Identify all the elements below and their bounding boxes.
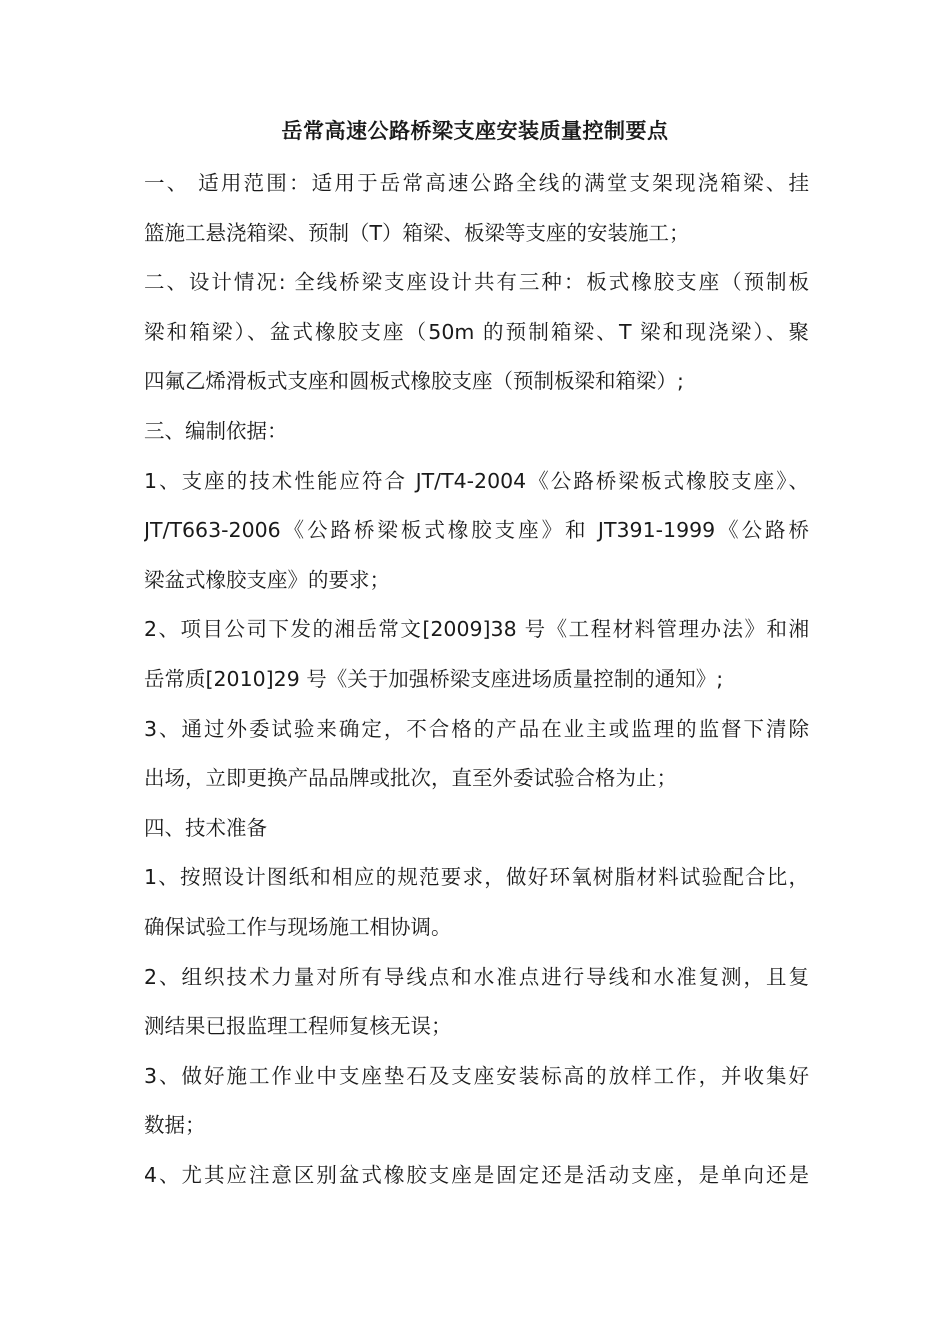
paragraph-line: 二、设计情况: 全线桥梁支座设计共有三种：板式橡胶支座（预制板: [144, 270, 809, 295]
paragraph-line: 篮施工悬浇箱梁、预制（T）箱梁、板梁等支座的安装施工；: [144, 220, 690, 245]
paragraph-line: 梁和箱梁）、盆式橡胶支座（50m 的预制箱梁、T 梁和现浇梁）、聚: [144, 319, 809, 344]
paragraph-line: 2、项目公司下发的湘岳常文[2009]38 号《工程材料管理办法》和湘: [144, 617, 809, 642]
paragraph-line: 1、支座的技术性能应符合 JT/T4-2004《公路桥梁板式橡胶支座》、: [144, 468, 809, 493]
paragraph-line: 一、 适用范围：适用于岳常高速公路全线的满堂支架现浇箱梁、挂: [144, 171, 809, 195]
paragraph-line: 岳常质[2010]29 号《关于加强桥梁支座进场质量控制的通知》;: [144, 666, 724, 691]
section-heading: 三、编制依据：: [144, 418, 288, 443]
paragraph-line: 4、尤其应注意区别盆式橡胶支座是固定还是活动支座，是单向还是: [144, 1162, 809, 1187]
paragraph-line: JT/T663-2006《公路桥梁板式橡胶支座》和 JT391-1999《公路桥: [144, 518, 809, 543]
paragraph-line: 确保试验工作与现场施工相协调。: [144, 914, 452, 939]
paragraph-line: 四氟乙烯滑板式支座和圆板式橡胶支座（预制板梁和箱梁）;: [144, 369, 684, 394]
document-title: 岳常高速公路桥梁支座安装质量控制要点: [281, 119, 669, 143]
paragraph-line: 梁盆式橡胶支座》的要求；: [144, 567, 390, 592]
paragraph-line: 数据；: [144, 1113, 206, 1138]
paragraph-line: 测结果已报监理工程师复核无误；: [144, 1014, 452, 1039]
document-body: [144, 168, 809, 1209]
paragraph-line: 3、通过外委试验来确定，不合格的产品在业主或监理的监督下清除: [144, 716, 809, 741]
paragraph-line: 3、做好施工作业中支座垫石及支座安装标高的放样工作，并收集好: [144, 1063, 809, 1088]
section-heading: 四、技术准备: [144, 815, 267, 840]
paragraph-line: 出场，立即更换产品品牌或批次，直至外委试验合格为止；: [144, 766, 677, 791]
paragraph-line: 1、按照设计图纸和相应的规范要求，做好环氧树脂材料试验配合比，: [144, 865, 809, 890]
paragraph-line: 2、组织技术力量对所有导线点和水准点进行导线和水准复测，且复: [144, 964, 809, 989]
